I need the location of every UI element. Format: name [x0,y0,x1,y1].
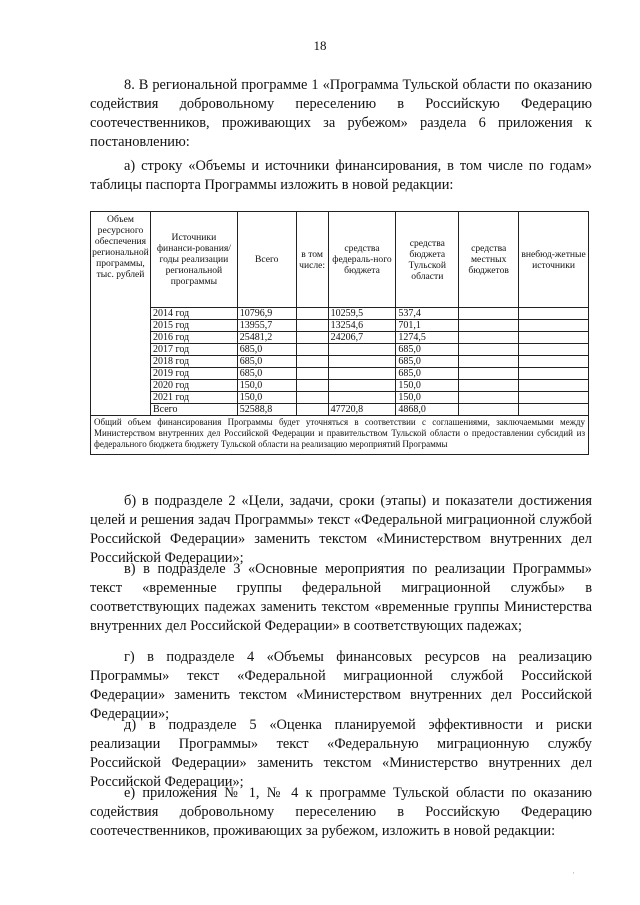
table-row [91,320,589,332]
table-cell: 2020 год [150,380,237,392]
table-cell: 537,4 [396,308,459,320]
table-cell [328,356,396,368]
scan-mark: · [572,868,575,878]
header-federal: средства федераль-ного бюджета [328,212,396,308]
table-cell [459,332,519,344]
financing-table [90,211,589,455]
table-row [91,332,589,344]
paragraph-b: б) в подразделе 2 «Цели, задачи, сроки (этапы) и показатели достижения целей и решения задач Программы» текст «Федеральной миграционной службой Российской Федерации» заменить текстом «Министерством внутренних дел Российской Федерации»; [90,493,592,566]
table-cell: 1274,5 [396,332,459,344]
note-row [91,416,589,455]
table-cell: 4868,0 [396,404,459,416]
table-note: Общий объем финансирования Программы будет уточняться в соответствии с соглашениями, заключаемыми между Министерством внутренних дел Российской Федерации и правительством Тульской области о предоставлении субсидий из федерального бюджета бюджету Тульской области на реализацию мероприятий Программы [91,416,589,455]
table-cell: 685,0 [396,356,459,368]
header-total: Всего [237,212,296,308]
table-cell [459,392,519,404]
header-sources: Источники финанси-рования/ годы реализации региональной программы [150,212,237,308]
table-cell: 10796,9 [237,308,296,320]
table-row [91,368,589,380]
table-cell [328,368,396,380]
table-cell [328,344,396,356]
table-cell: 13254,6 [328,320,396,332]
table-cell: Всего [150,404,237,416]
table-cell: 150,0 [237,392,296,404]
header-incl: в том числе: [296,212,328,308]
table-cell: 2014 год [150,308,237,320]
table-cell: 2015 год [150,320,237,332]
paragraph-d: д) в подразделе 5 «Оценка планируемой эффективности и риски реализации Программы» текст «Федеральную миграционную службу Российской Федерации» заменить текстом «Министерство внутренних дел Российской Федерации»; [90,717,592,790]
header-local: средства местных бюджетов [459,212,519,308]
table-cell [296,380,328,392]
table-row [91,356,589,368]
table-cell: 685,0 [237,368,296,380]
table-cell [328,380,396,392]
table-cell [296,344,328,356]
table-cell [519,308,589,320]
header-extra: внебюд-жетные источники [519,212,589,308]
table-cell [296,332,328,344]
table-cell [519,320,589,332]
table-cell: 685,0 [396,368,459,380]
table-cell: 2021 год [150,392,237,404]
table-cell [296,356,328,368]
table-row [91,392,589,404]
table-cell [519,368,589,380]
table-cell [519,332,589,344]
table-cell: 150,0 [396,380,459,392]
table-cell: 150,0 [396,392,459,404]
table-cell [459,344,519,356]
table-cell [459,356,519,368]
paragraph-v: в) в подразделе 3 «Основные мероприятия по реализации Программы» текст «временные группы федеральной миграционной службы» в соответствующих падежах заменить текстом «временные группы Министерства внутренних дел Российской Федерации» в соответствующих падежах; [90,561,592,634]
table-cell [519,344,589,356]
table-row [91,308,589,320]
table-cell: 2016 год [150,332,237,344]
paragraph-a: а) строку «Объемы и источники финансирования, в том числе по годам» таблицы паспорта Программы изложить в новой редакции: [90,158,592,193]
page-number: 18 [313,38,327,53]
table-cell [296,392,328,404]
table-cell [296,404,328,416]
paragraph-8: 8. В региональной программе 1 «Программа Тульской области по оказанию содействия добровольному переселению в Российскую Федерацию соотечественников, проживающих за рубежом» раздела 6 приложения к постановлению: [90,77,592,150]
table-cell: 150,0 [237,380,296,392]
paragraph-e: е) приложения № 1, № 4 к программе Тульской области по оказанию содействия добровольному переселению в Российскую Федерацию соотечественников, проживающих за рубежом, изложить в новой редакции: [90,785,592,839]
table-cell [519,404,589,416]
table-cell [459,380,519,392]
table-cell [296,308,328,320]
table-row [91,344,589,356]
header-volume: Объем ресурсного обеспечения региональной программы, тыс. рублей [91,212,151,416]
table-cell [296,368,328,380]
table-cell [296,320,328,332]
table-cell: 13955,7 [237,320,296,332]
table-cell: 25481,2 [237,332,296,344]
table-cell [459,308,519,320]
table-cell: 2019 год [150,368,237,380]
table-cell: 24206,7 [328,332,396,344]
table-row [91,404,589,416]
table-cell: 52588,8 [237,404,296,416]
paragraph-g: г) в подразделе 4 «Объемы финансовых ресурсов на реализацию Программы» текст «Федеральной миграционной службой Российской Федерации» заменить текстом «Министерством внутренних дел Российской Федерации»; [90,649,592,722]
table-cell [328,392,396,404]
table-cell [459,404,519,416]
table-header-row [91,212,589,308]
table-cell [519,380,589,392]
table-cell [459,320,519,332]
table-cell: 2018 год [150,356,237,368]
table-cell [519,392,589,404]
table-cell: 47720,8 [328,404,396,416]
table-cell: 685,0 [396,344,459,356]
table-row [91,380,589,392]
table-cell: 2017 год [150,344,237,356]
table-cell: 685,0 [237,356,296,368]
header-regional: средства бюджета Тульской области [396,212,459,308]
table-cell [519,356,589,368]
table-cell [459,368,519,380]
table-cell: 685,0 [237,344,296,356]
table-cell: 701,1 [396,320,459,332]
table-cell: 10259,5 [328,308,396,320]
